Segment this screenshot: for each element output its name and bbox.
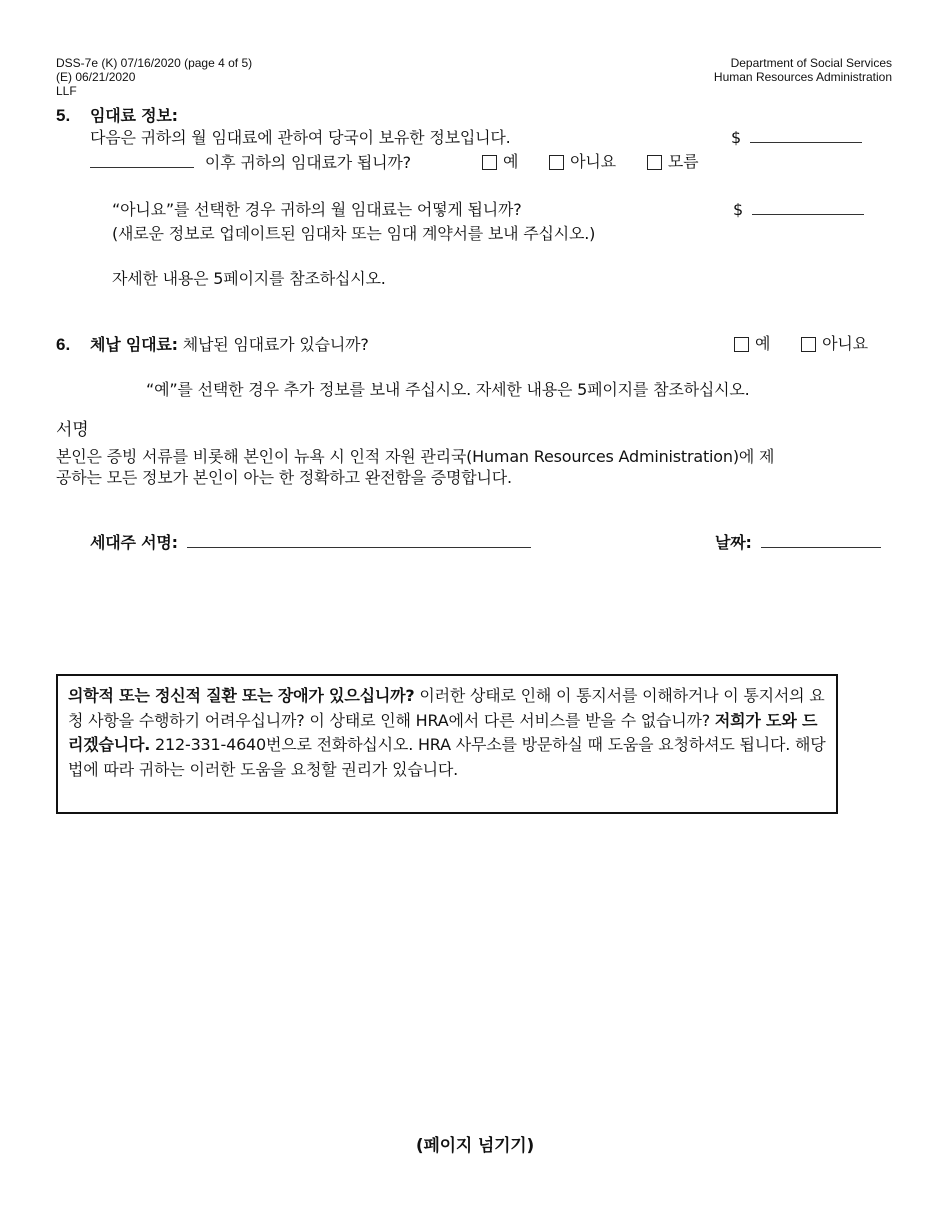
checkbox-unknown[interactable] <box>647 155 662 170</box>
section-5-options <box>482 152 724 175</box>
checkbox-yes[interactable] <box>482 155 497 170</box>
current-rent-blank[interactable] <box>750 128 862 143</box>
form-id: DSS-7e (K) 07/16/2020 (page 4 of 5) <box>56 56 253 70</box>
no-selected-question: “아니요”를 선택한 경우 귀하의 월 임대료는 어떻게 됩니까? <box>112 200 522 219</box>
section-5-title: 임대료 정보: <box>90 106 178 125</box>
section-6-title: 체납 임대료: <box>90 335 178 354</box>
signature-line[interactable] <box>187 533 531 548</box>
english-version-date: (E) 06/21/2020 <box>56 70 136 84</box>
certification-line-1: 본인은 증빙 서류를 비롯해 본인이 뉴욕 시 인적 자원 관리국(Human Resources Administration)에 제 <box>56 447 775 466</box>
option-yes[interactable]: 예 <box>734 334 770 354</box>
option-yes[interactable]: 예 <box>482 152 518 172</box>
section-5-number: 5. <box>56 106 71 125</box>
signature-label: 세대주 서명: <box>90 533 178 552</box>
option-no[interactable]: 아니요 <box>549 152 616 172</box>
section-6-options <box>734 334 868 357</box>
yes-selected-note: “예”를 선택한 경우 추가 정보를 보내 주십시오. 자세한 내용은 5페이지를 참조하십시오. <box>146 380 750 399</box>
arrears-question: 체납된 임대료가 있습니까? <box>182 335 369 354</box>
dollar-sign: $ <box>733 200 743 219</box>
head-of-household-signature-field <box>90 533 531 553</box>
rent-after-date-row <box>90 153 411 173</box>
rent-after-question: 이후 귀하의 임대료가 됩니까? <box>204 153 411 172</box>
notice-text-2: 212-331-4640번으로 전화하십시오. HRA 사무소를 방문하실 때 도움을 요청하셔도 됩니다. 해당 법에 따라 귀하는 이러한 도움을 요청할 권리가 있습니다. <box>68 735 826 779</box>
checkbox-yes[interactable] <box>734 337 749 352</box>
date-blank[interactable] <box>90 153 194 168</box>
date-label: 날짜: <box>715 533 752 552</box>
section-6-number: 6. <box>56 335 71 354</box>
certification-line-2: 공하는 모든 정보가 본인이 아는 한 정확하고 완전함을 증명합니다. <box>56 468 512 487</box>
option-unknown[interactable]: 모름 <box>647 152 699 172</box>
see-page-5-note: 자세한 내용은 5페이지를 참조하십시오. <box>112 269 386 288</box>
form-code: LLF <box>56 84 77 98</box>
send-lease-note: (새로운 정보로 업데이트된 임대차 또는 임대 계약서를 보내 주십시오.) <box>112 224 596 243</box>
notice-help-offer: 저희가 도와 드리겠습니다. <box>68 710 818 754</box>
form-id-header <box>56 56 252 98</box>
notice-question: 의학적 또는 정신적 질환 또는 장애가 있으십니까? <box>68 686 415 705</box>
rent-info-statement: 다음은 귀하의 월 임대료에 관하여 당국이 보유한 정보입니다. <box>90 128 511 147</box>
current-rent-field <box>731 128 862 148</box>
section-6-heading <box>90 335 369 355</box>
checkbox-no[interactable] <box>801 337 816 352</box>
checkbox-no[interactable] <box>549 155 564 170</box>
department-name: Department of Social Services <box>730 56 892 70</box>
dollar-sign: $ <box>731 128 741 147</box>
agency-header <box>714 56 892 84</box>
new-rent-field <box>733 200 864 220</box>
new-rent-blank[interactable] <box>752 200 864 215</box>
date-field <box>715 533 881 553</box>
disability-assistance-notice <box>56 674 838 814</box>
agency-name: Human Resources Administration <box>713 70 892 84</box>
option-no[interactable]: 아니요 <box>801 334 868 354</box>
notice-text-1: 이러한 상태로 인해 이 통지서를 이해하거나 이 통지서의 요청 사항을 수행하기 어려우십니까? 이 상태로 인해 HRA에서 다른 서비스를 받을 수 없습니까? <box>68 686 825 730</box>
date-line[interactable] <box>761 533 881 548</box>
turn-page-note: (페이지 넘기기) <box>415 1136 535 1156</box>
signature-heading: 서명 <box>56 420 89 440</box>
